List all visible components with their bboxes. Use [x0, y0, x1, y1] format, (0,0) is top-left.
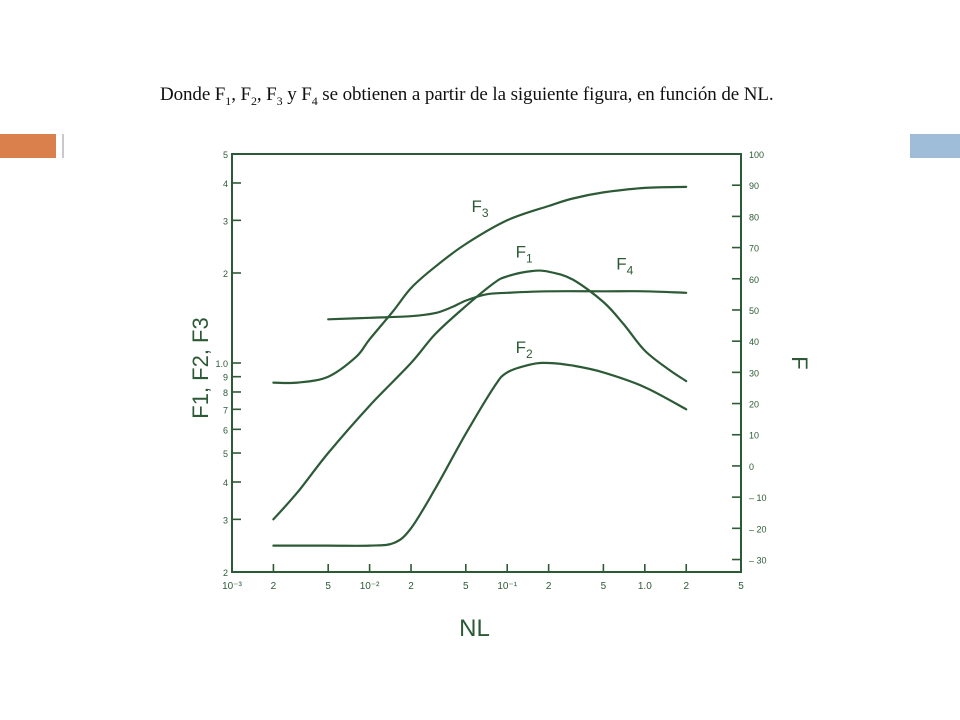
- caption-subscript: 4: [311, 93, 318, 108]
- y-right-tick-label: 10: [749, 430, 760, 441]
- y-left-tick-label: 8: [222, 387, 228, 398]
- y-left-tick-label: 9: [222, 372, 228, 383]
- x-tick-label: 2: [683, 581, 690, 592]
- x-tick-label: 2: [545, 581, 552, 592]
- y-left-tick-label: 6: [222, 425, 228, 436]
- series-label-f3: $F_3$: [471, 196, 489, 220]
- caption-text: , F: [256, 84, 277, 105]
- series-label-f1: $F_1$: [515, 242, 533, 266]
- y-left-tick-label: 3: [222, 216, 228, 227]
- series-label-f2: $F_2$: [515, 338, 533, 362]
- y-right-tick-label: 70: [749, 243, 760, 254]
- y-left-tick-label: 3: [222, 515, 228, 526]
- caption-text: Donde F: [160, 84, 226, 105]
- x-axis-label: NL: [459, 615, 490, 642]
- y-left-tick-label: 2: [222, 568, 228, 578]
- y-right-tick-label: – 30: [749, 555, 767, 566]
- caption-subscript: 2: [250, 93, 257, 108]
- x-tick-label: 10⁻¹: [497, 581, 518, 592]
- y-right-tick-label: – 20: [749, 524, 767, 535]
- y-left-tick-label: 5: [222, 449, 228, 460]
- x-tick-label: 10⁻²: [359, 581, 380, 592]
- x-tick-label: 5: [463, 581, 469, 592]
- y-right-tick-label: 80: [749, 212, 760, 223]
- series-line-f2: [273, 363, 686, 546]
- y-right-axis-label: F: [787, 356, 812, 370]
- series-label-f4: $F_4$: [616, 254, 634, 278]
- y-right-tick-label: 60: [749, 274, 760, 285]
- y-right-tick-label: 100: [749, 150, 765, 160]
- y-right-tick-label: 20: [749, 399, 760, 410]
- y-left-tick-label: 2: [222, 268, 228, 279]
- y-left-axis-label: F1, F2, F3: [188, 317, 213, 419]
- series-line-f1: [273, 271, 686, 520]
- y-right-tick-label: 90: [749, 181, 760, 192]
- x-tick-label: 2: [270, 581, 277, 592]
- x-tick-label: 10⁻³: [222, 581, 242, 592]
- caption-subscript: 1: [225, 93, 232, 108]
- x-tick-label: 5: [325, 581, 331, 592]
- caption-subscript: 3: [276, 93, 283, 108]
- y-left-tick-label: 5: [222, 150, 228, 160]
- y-left-tick-label: 4: [222, 178, 228, 189]
- x-tick-label: 1.0: [637, 581, 652, 592]
- y-right-tick-label: 40: [749, 337, 760, 348]
- x-tick-label: 2: [408, 581, 414, 592]
- caption-text: , F: [231, 84, 251, 105]
- y-right-tick-label: 30: [749, 368, 760, 379]
- y-left-tick-label: 7: [222, 405, 228, 416]
- y-right-tick-label: – 10: [749, 493, 767, 504]
- series-line-f3: [273, 187, 686, 383]
- y-left-tick-label: 1.0: [215, 359, 228, 369]
- series-line-f4: [328, 291, 686, 319]
- y-left-tick-label: 4: [222, 477, 228, 488]
- x-tick-label: 5: [600, 581, 607, 592]
- caption-text: se obtienen a partir de la siguiente figura, en función de NL.: [317, 84, 774, 105]
- y-right-tick-label: 0: [749, 461, 755, 472]
- x-tick-label: 5: [738, 581, 744, 592]
- y-right-tick-label: 50: [749, 305, 760, 316]
- caption-text: y F: [282, 84, 312, 105]
